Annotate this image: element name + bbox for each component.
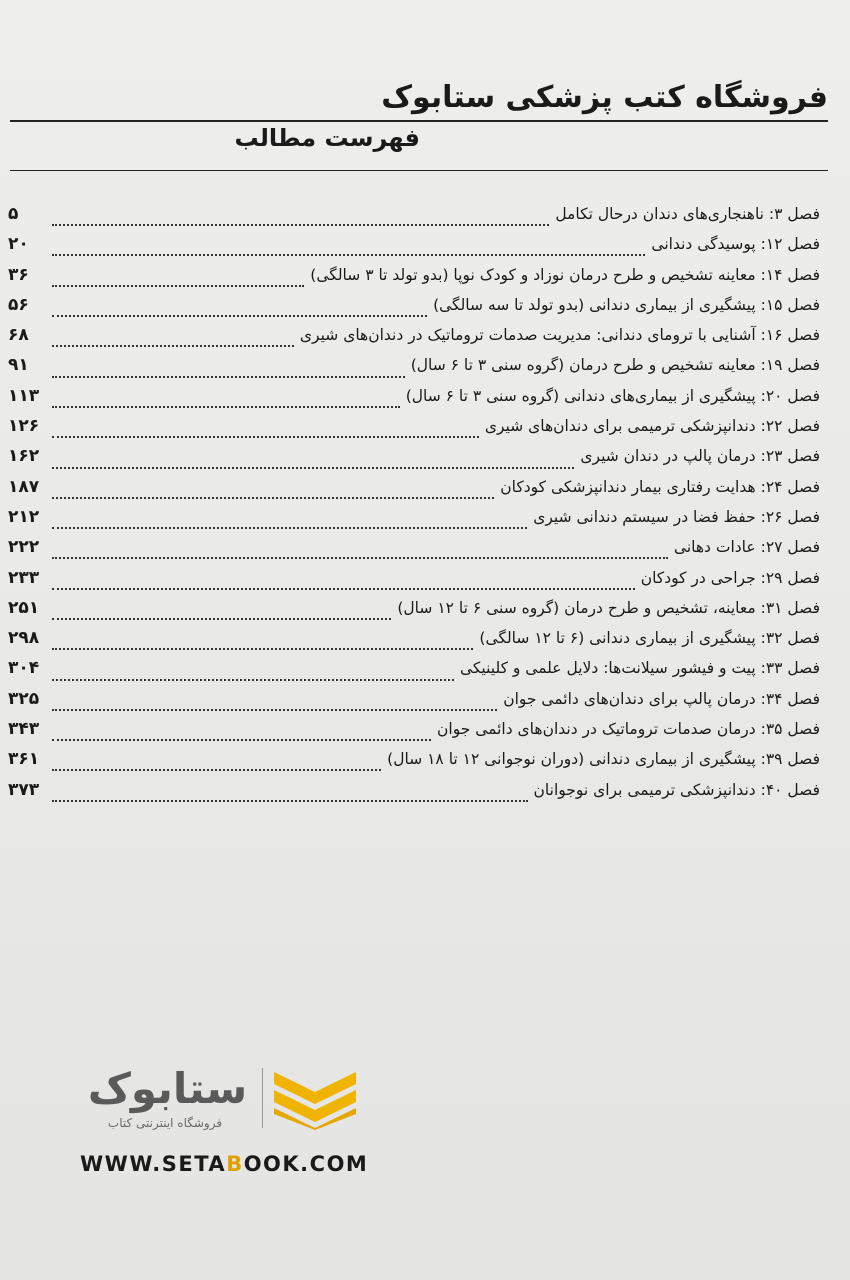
toc-row bbox=[8, 749, 820, 779]
toc-title: فهرست مطالب bbox=[234, 124, 420, 152]
toc-leader-dots bbox=[52, 769, 381, 771]
toc-chapter-title: فصل ۱۵: پیشگیری از بیماری دندانی (بدو تولد تا سه سالگی) bbox=[433, 295, 820, 314]
toc-chapter-title: فصل ۳۳: پیت و فیشور سیلانت‌ها: دلایل علمی و کلینیکی bbox=[459, 659, 820, 678]
toc-page-number: ۱۶۲ bbox=[8, 446, 40, 467]
toc-leader-dots bbox=[52, 588, 635, 590]
toc-leader-dots bbox=[52, 224, 549, 226]
logo-divider bbox=[262, 1068, 263, 1128]
toc-row bbox=[8, 355, 820, 385]
toc-page-number: ۵۶ bbox=[8, 294, 29, 315]
toc-leader-dots bbox=[52, 800, 528, 802]
toc-leader-dots bbox=[52, 527, 527, 529]
toc-chapter-title: فصل ۳: ناهنجاری‌های دندان درحال تکامل bbox=[555, 205, 820, 223]
website-url bbox=[80, 1152, 368, 1176]
toc-chapter-title: فصل ۱۶: آشنایی با ترومای دندانی: مدیریت صدمات تروماتیک در دندان‌های شیری bbox=[299, 326, 820, 345]
toc-chapter-title: فصل ۳۵: درمان صدمات تروماتیک در دندان‌های دائمی جوان bbox=[437, 720, 820, 739]
website-prefix: WWW.SETA bbox=[80, 1152, 227, 1176]
logo-subtitle: فروشگاه اینترنتی کتاب bbox=[107, 1116, 223, 1130]
toc-row bbox=[8, 537, 820, 567]
toc-leader-dots bbox=[52, 618, 391, 620]
toc-page-number: ۲۲۲ bbox=[8, 537, 40, 558]
toc-leader-dots bbox=[52, 436, 479, 438]
toc-chapter-title: فصل ۲۷: عادات دهانی bbox=[673, 538, 820, 557]
toc-page-number: ۲۹۸ bbox=[8, 628, 40, 649]
toc-leader-dots bbox=[52, 739, 431, 741]
toc-row bbox=[8, 204, 820, 234]
toc-page-number: ۲۰ bbox=[8, 234, 29, 255]
toc-chapter-title: فصل ۲۴: هدایت رفتاری بیمار دندانپزشکی کودکان bbox=[500, 477, 820, 496]
toc-leader-dots bbox=[52, 285, 304, 287]
toc-chapter-title: فصل ۱۴: معاینه تشخیص و طرح درمان نوزاد و کودک نوپا (بدو تولد تا ۳ سالگی) bbox=[310, 265, 820, 284]
toc-leader-dots bbox=[52, 497, 494, 499]
toc-row bbox=[8, 689, 820, 719]
toc-leader-dots bbox=[52, 467, 574, 469]
toc-page-number: ۱۱۳ bbox=[8, 385, 40, 406]
table-of-contents bbox=[8, 204, 820, 810]
toc-page-number: ۵ bbox=[8, 204, 19, 224]
toc-row bbox=[8, 568, 820, 598]
header-rule-bottom bbox=[10, 170, 828, 171]
toc-row bbox=[8, 477, 820, 507]
toc-chapter-title: فصل ۲۰: پیشگیری از بیماری‌های دندانی (گروه سنی ۳ تا ۶ سال) bbox=[405, 386, 820, 405]
toc-row bbox=[8, 780, 820, 810]
toc-chapter-title: فصل ۲۳: درمان پالپ در دندان شیری bbox=[580, 447, 820, 466]
toc-page-number: ۳۶۱ bbox=[8, 749, 40, 770]
toc-row bbox=[8, 295, 820, 325]
toc-page-number: ۲۳۳ bbox=[8, 567, 40, 588]
book-stack-icon bbox=[274, 1064, 356, 1130]
header-rule-top bbox=[10, 120, 828, 122]
toc-leader-dots bbox=[52, 376, 405, 378]
toc-chapter-title: فصل ۱۹: معاینه تشخیص و طرح درمان (گروه سنی ۳ تا ۶ سال) bbox=[410, 356, 820, 375]
toc-chapter-title: فصل ۲۶: حفظ فضا در سیستم دندانی شیری bbox=[533, 507, 820, 526]
toc-page-number: ۳۷۳ bbox=[8, 779, 40, 800]
toc-page-number: ۳۴۳ bbox=[8, 719, 40, 740]
toc-page-number: ۹۱ bbox=[8, 355, 29, 376]
toc-leader-dots bbox=[52, 679, 454, 681]
toc-page-number: ۱۲۶ bbox=[8, 416, 40, 437]
toc-leader-dots bbox=[52, 709, 497, 711]
toc-page-number: ۶۸ bbox=[8, 325, 29, 346]
logo-wordmark: ستابوک bbox=[87, 1064, 248, 1113]
toc-leader-dots bbox=[52, 557, 668, 559]
toc-row bbox=[8, 386, 820, 416]
toc-chapter-title: فصل ۱۲: پوسیدگی دندانی bbox=[651, 235, 820, 254]
toc-chapter-title: فصل ۳۴: درمان پالپ برای دندان‌های دائمی جوان bbox=[503, 689, 820, 708]
toc-chapter-title: فصل ۲۹: جراحی در کودکان bbox=[640, 568, 820, 587]
toc-row bbox=[8, 598, 820, 628]
toc-leader-dots bbox=[52, 345, 294, 347]
toc-row bbox=[8, 446, 820, 476]
store-title: فروشگاه کتب پزشکی ستابوک bbox=[381, 80, 828, 115]
toc-page-number: ۳۶ bbox=[8, 264, 29, 285]
toc-row bbox=[8, 325, 820, 355]
toc-leader-dots bbox=[52, 315, 427, 317]
toc-chapter-title: فصل ۳۱: معاینه، تشخیص و طرح درمان (گروه سنی ۶ تا ۱۲ سال) bbox=[397, 598, 820, 617]
toc-row bbox=[8, 719, 820, 749]
toc-row bbox=[8, 234, 820, 264]
toc-chapter-title: فصل ۳۲: پیشگیری از بیماری دندانی (۶ تا ۱۲ سالگی) bbox=[479, 629, 820, 648]
toc-leader-dots bbox=[52, 406, 400, 408]
toc-page-number: ۱۸۷ bbox=[8, 476, 40, 497]
toc-chapter-title: فصل ۳۹: پیشگیری از بیماری دندانی (دوران نوجوانی ۱۲ تا ۱۸ سال) bbox=[387, 750, 820, 769]
toc-leader-dots bbox=[52, 648, 473, 650]
toc-row bbox=[8, 507, 820, 537]
toc-row bbox=[8, 416, 820, 446]
toc-page-number: ۲۵۱ bbox=[8, 597, 40, 618]
toc-row bbox=[8, 265, 820, 295]
toc-row bbox=[8, 628, 820, 658]
toc-page-number: ۳۲۵ bbox=[8, 688, 40, 709]
website-suffix: OOK.COM bbox=[243, 1152, 369, 1176]
toc-chapter-title: فصل ۴۰: دندانپزشکی ترمیمی برای نوجوانان bbox=[533, 780, 820, 799]
toc-page-number: ۳۰۴ bbox=[8, 658, 40, 679]
toc-row bbox=[8, 658, 820, 688]
website-accent-letter: B bbox=[226, 1152, 244, 1176]
toc-chapter-title: فصل ۲۲: دندانپزشکی ترمیمی برای دندان‌های شیری bbox=[484, 417, 820, 436]
toc-leader-dots bbox=[52, 254, 645, 256]
toc-page-number: ۲۱۲ bbox=[8, 506, 40, 527]
